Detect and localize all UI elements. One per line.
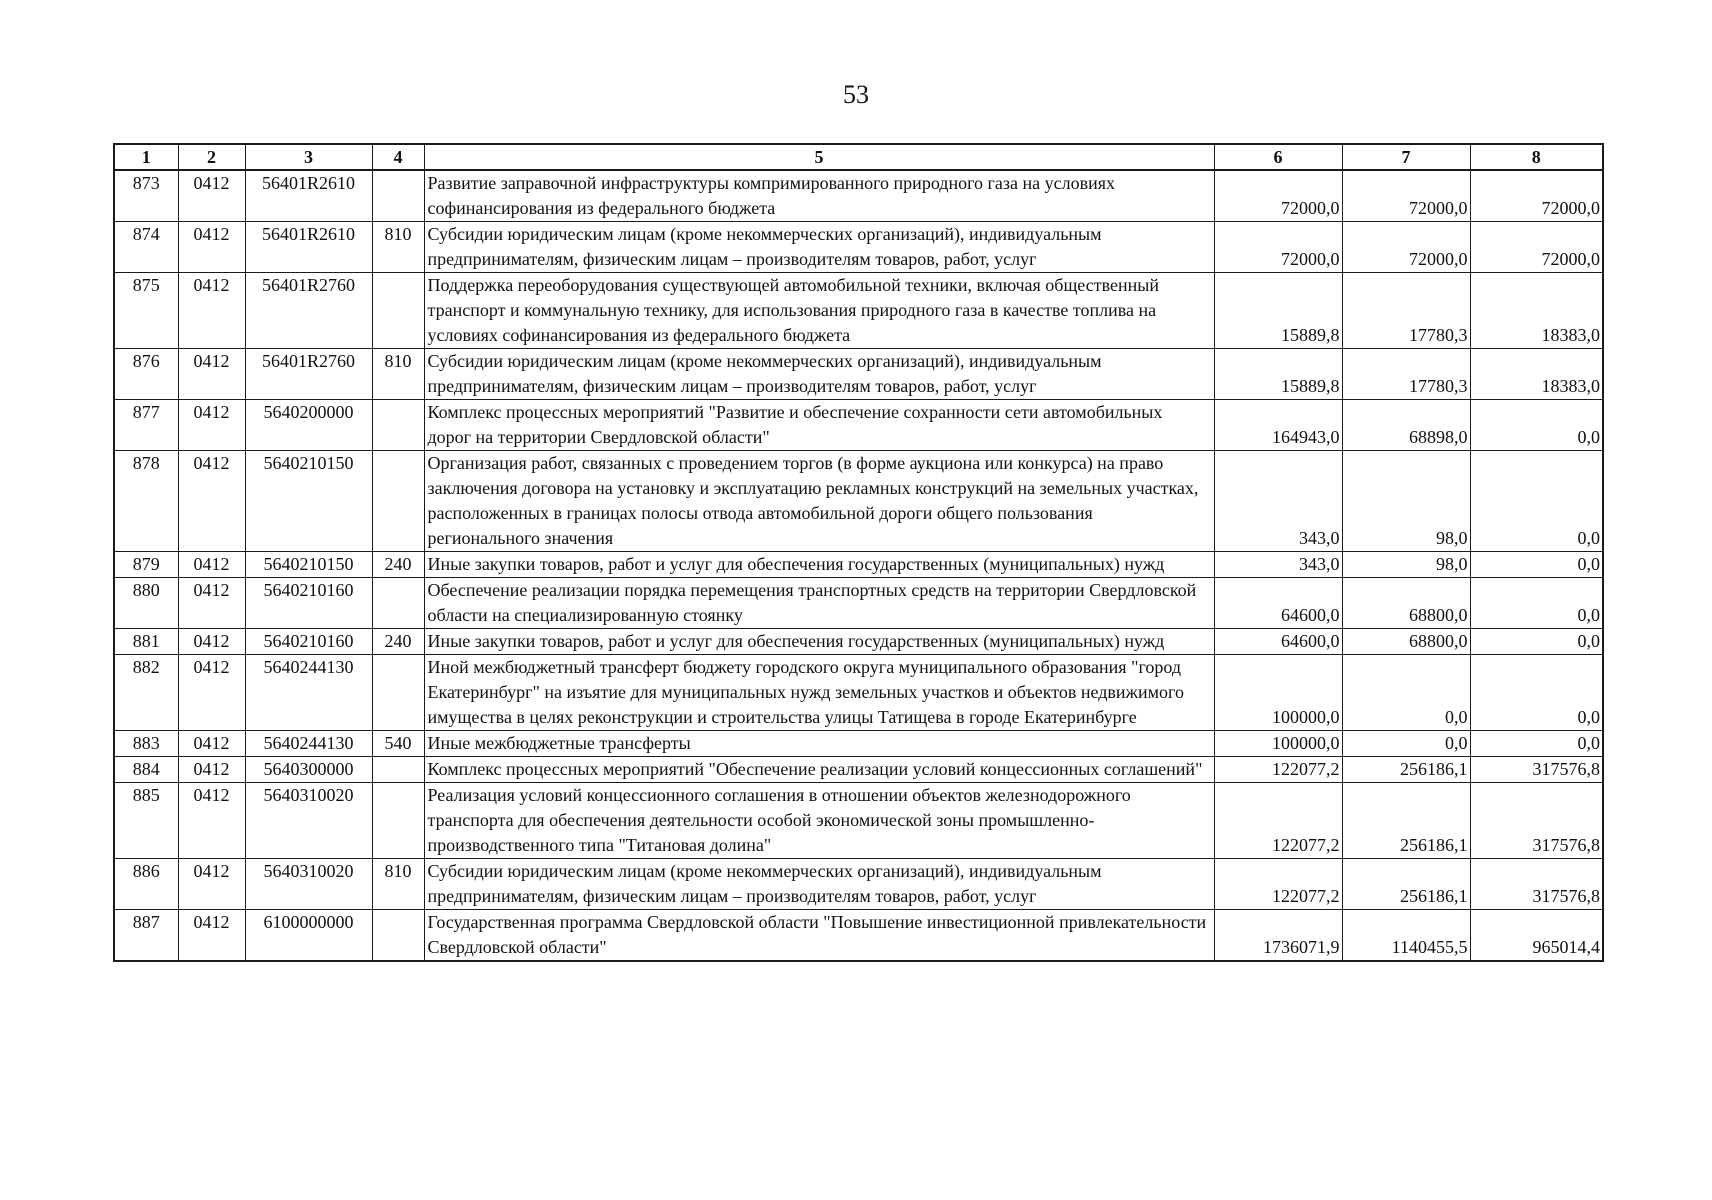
section-code: 0412 <box>178 400 245 451</box>
table-row <box>114 731 1603 757</box>
amount-year-2: 17780,3 <box>1342 273 1470 349</box>
amount-year-3: 317576,8 <box>1470 783 1603 859</box>
amount-year-2: 0,0 <box>1342 731 1470 757</box>
amount-year-1: 164943,0 <box>1214 400 1342 451</box>
amount-year-1: 122077,2 <box>1214 783 1342 859</box>
table-row <box>114 552 1603 578</box>
row-number: 881 <box>114 629 178 655</box>
section-code: 0412 <box>178 273 245 349</box>
item-description: Субсидии юридическим лицам (кроме некоммерческих организаций), индивидуальным предпринимателям, физическим лицам – производителям товаров, работ, услуг <box>424 349 1214 400</box>
table-row <box>114 400 1603 451</box>
item-description: Государственная программа Свердловской области "Повышение инвестиционной привлекательности Свердловской области" <box>424 910 1214 962</box>
table-row <box>114 170 1603 222</box>
section-code: 0412 <box>178 222 245 273</box>
table-row <box>114 349 1603 400</box>
expense-type-code: 810 <box>372 859 424 910</box>
expense-type-code: 810 <box>372 222 424 273</box>
amount-year-1: 64600,0 <box>1214 629 1342 655</box>
amount-year-2: 68800,0 <box>1342 578 1470 629</box>
table-row <box>114 910 1603 962</box>
amount-year-2: 98,0 <box>1342 552 1470 578</box>
expense-type-code: 240 <box>372 552 424 578</box>
section-code: 0412 <box>178 552 245 578</box>
amount-year-2: 68800,0 <box>1342 629 1470 655</box>
section-code: 0412 <box>178 170 245 222</box>
amount-year-1: 343,0 <box>1214 552 1342 578</box>
row-number: 874 <box>114 222 178 273</box>
amount-year-3: 0,0 <box>1470 552 1603 578</box>
row-number: 873 <box>114 170 178 222</box>
row-number: 886 <box>114 859 178 910</box>
amount-year-3: 0,0 <box>1470 578 1603 629</box>
row-number: 875 <box>114 273 178 349</box>
amount-year-2: 68898,0 <box>1342 400 1470 451</box>
page-number: 53 <box>843 80 869 109</box>
expense-type-code <box>372 273 424 349</box>
expense-type-code <box>372 655 424 731</box>
row-number: 879 <box>114 552 178 578</box>
item-description: Иные закупки товаров, работ и услуг для обеспечения государственных (муниципальных) нужд <box>424 552 1214 578</box>
amount-year-2: 256186,1 <box>1342 859 1470 910</box>
amount-year-3: 317576,8 <box>1470 859 1603 910</box>
amount-year-2: 256186,1 <box>1342 783 1470 859</box>
amount-year-1: 122077,2 <box>1214 757 1342 783</box>
target-article-code: 5640210160 <box>245 578 372 629</box>
expense-type-code <box>372 910 424 962</box>
item-description: Иные межбюджетные трансферты <box>424 731 1214 757</box>
target-article-code: 5640210150 <box>245 552 372 578</box>
item-description: Субсидии юридическим лицам (кроме некоммерческих организаций), индивидуальным предпринимателям, физическим лицам – производителям товаров, работ, услуг <box>424 859 1214 910</box>
amount-year-1: 72000,0 <box>1214 222 1342 273</box>
amount-year-3: 18383,0 <box>1470 349 1603 400</box>
row-number: 884 <box>114 757 178 783</box>
row-number: 887 <box>114 910 178 962</box>
target-article-code: 56401R2760 <box>245 349 372 400</box>
amount-year-2: 17780,3 <box>1342 349 1470 400</box>
amount-year-3: 0,0 <box>1470 629 1603 655</box>
section-code: 0412 <box>178 629 245 655</box>
amount-year-1: 343,0 <box>1214 451 1342 552</box>
column-header: 7 <box>1342 144 1470 170</box>
expense-type-code: 540 <box>372 731 424 757</box>
amount-year-3: 0,0 <box>1470 655 1603 731</box>
item-description: Реализация условий концессионного соглашения в отношении объектов железнодорожного транспорта для обеспечения деятельности особой экономической зоны промышленно-производственного типа "Титановая долина" <box>424 783 1214 859</box>
target-article-code: 5640310020 <box>245 859 372 910</box>
table-row <box>114 222 1603 273</box>
section-code: 0412 <box>178 731 245 757</box>
item-description: Иной межбюджетный трансферт бюджету городского округа муниципального образования "город Екатеринбург" на изъятие для муниципальных нужд земельных участков и объектов недвижимого имущества в целях реконструкции и строительства улицы Татищева в городе Екатеринбурге <box>424 655 1214 731</box>
item-description: Иные закупки товаров, работ и услуг для обеспечения государственных (муниципальных) нужд <box>424 629 1214 655</box>
amount-year-2: 72000,0 <box>1342 170 1470 222</box>
item-description: Комплекс процессных мероприятий "Развитие и обеспечение сохранности сети автомобильных дорог на территории Свердловской области" <box>424 400 1214 451</box>
item-description: Комплекс процессных мероприятий "Обеспечение реализации условий концессионных соглашений" <box>424 757 1214 783</box>
amount-year-2: 256186,1 <box>1342 757 1470 783</box>
header-row <box>114 144 1603 170</box>
table-row <box>114 273 1603 349</box>
amount-year-3: 0,0 <box>1470 731 1603 757</box>
target-article-code: 5640310020 <box>245 783 372 859</box>
section-code: 0412 <box>178 655 245 731</box>
table-row <box>114 629 1603 655</box>
amount-year-1: 15889,8 <box>1214 349 1342 400</box>
expense-type-code <box>372 578 424 629</box>
section-code: 0412 <box>178 451 245 552</box>
column-header: 4 <box>372 144 424 170</box>
target-article-code: 5640200000 <box>245 400 372 451</box>
table-row <box>114 757 1603 783</box>
expense-type-code <box>372 400 424 451</box>
amount-year-1: 100000,0 <box>1214 731 1342 757</box>
column-header: 3 <box>245 144 372 170</box>
item-description: Развитие заправочной инфраструктуры компримированного природного газа на условиях софинансирования из федерального бюджета <box>424 170 1214 222</box>
target-article-code: 5640210160 <box>245 629 372 655</box>
section-code: 0412 <box>178 783 245 859</box>
amount-year-1: 72000,0 <box>1214 170 1342 222</box>
amount-year-3: 0,0 <box>1470 451 1603 552</box>
amount-year-2: 72000,0 <box>1342 222 1470 273</box>
row-number: 883 <box>114 731 178 757</box>
column-header: 2 <box>178 144 245 170</box>
column-header: 5 <box>424 144 1214 170</box>
table-row <box>114 783 1603 859</box>
budget-table <box>113 143 1604 962</box>
target-article-code: 5640210150 <box>245 451 372 552</box>
row-number: 876 <box>114 349 178 400</box>
amount-year-3: 18383,0 <box>1470 273 1603 349</box>
column-header: 8 <box>1470 144 1603 170</box>
target-article-code: 5640300000 <box>245 757 372 783</box>
section-code: 0412 <box>178 757 245 783</box>
target-article-code: 5640244130 <box>245 731 372 757</box>
amount-year-1: 100000,0 <box>1214 655 1342 731</box>
amount-year-2: 98,0 <box>1342 451 1470 552</box>
section-code: 0412 <box>178 578 245 629</box>
row-number: 880 <box>114 578 178 629</box>
amount-year-1: 64600,0 <box>1214 578 1342 629</box>
amount-year-3: 72000,0 <box>1470 170 1603 222</box>
amount-year-2: 1140455,5 <box>1342 910 1470 962</box>
item-description: Обеспечение реализации порядка перемещения транспортных средств на территории Свердловской области на специализированную стоянку <box>424 578 1214 629</box>
item-description: Субсидии юридическим лицам (кроме некоммерческих организаций), индивидуальным предпринимателям, физическим лицам – производителям товаров, работ, услуг <box>424 222 1214 273</box>
target-article-code: 5640244130 <box>245 655 372 731</box>
row-number: 877 <box>114 400 178 451</box>
table-row <box>114 578 1603 629</box>
amount-year-1: 122077,2 <box>1214 859 1342 910</box>
amount-year-2: 0,0 <box>1342 655 1470 731</box>
amount-year-1: 15889,8 <box>1214 273 1342 349</box>
row-number: 882 <box>114 655 178 731</box>
expense-type-code <box>372 783 424 859</box>
expense-type-code <box>372 170 424 222</box>
expense-type-code: 240 <box>372 629 424 655</box>
target-article-code: 56401R2610 <box>245 170 372 222</box>
expense-type-code <box>372 451 424 552</box>
amount-year-3: 72000,0 <box>1470 222 1603 273</box>
section-code: 0412 <box>178 349 245 400</box>
row-number: 878 <box>114 451 178 552</box>
item-description: Поддержка переоборудования существующей автомобильной техники, включая общественный транспорт и коммунальную технику, для использования природного газа в качестве топлива на условиях софинансирования из федерального бюджета <box>424 273 1214 349</box>
target-article-code: 6100000000 <box>245 910 372 962</box>
amount-year-3: 317576,8 <box>1470 757 1603 783</box>
item-description: Организация работ, связанных с проведением торгов (в форме аукциона или конкурса) на право заключения договора на установку и эксплуатацию рекламных конструкций на земельных участках, расположенных в границах полосы отвода автомобильной дороги общего пользования регионального значения <box>424 451 1214 552</box>
table-row <box>114 859 1603 910</box>
expense-type-code <box>372 757 424 783</box>
amount-year-1: 1736071,9 <box>1214 910 1342 962</box>
target-article-code: 56401R2760 <box>245 273 372 349</box>
section-code: 0412 <box>178 859 245 910</box>
row-number: 885 <box>114 783 178 859</box>
table-row <box>114 451 1603 552</box>
section-code: 0412 <box>178 910 245 962</box>
expense-type-code: 810 <box>372 349 424 400</box>
column-header: 1 <box>114 144 178 170</box>
column-header: 6 <box>1214 144 1342 170</box>
amount-year-3: 0,0 <box>1470 400 1603 451</box>
target-article-code: 56401R2610 <box>245 222 372 273</box>
amount-year-3: 965014,4 <box>1470 910 1603 962</box>
table-row <box>114 655 1603 731</box>
